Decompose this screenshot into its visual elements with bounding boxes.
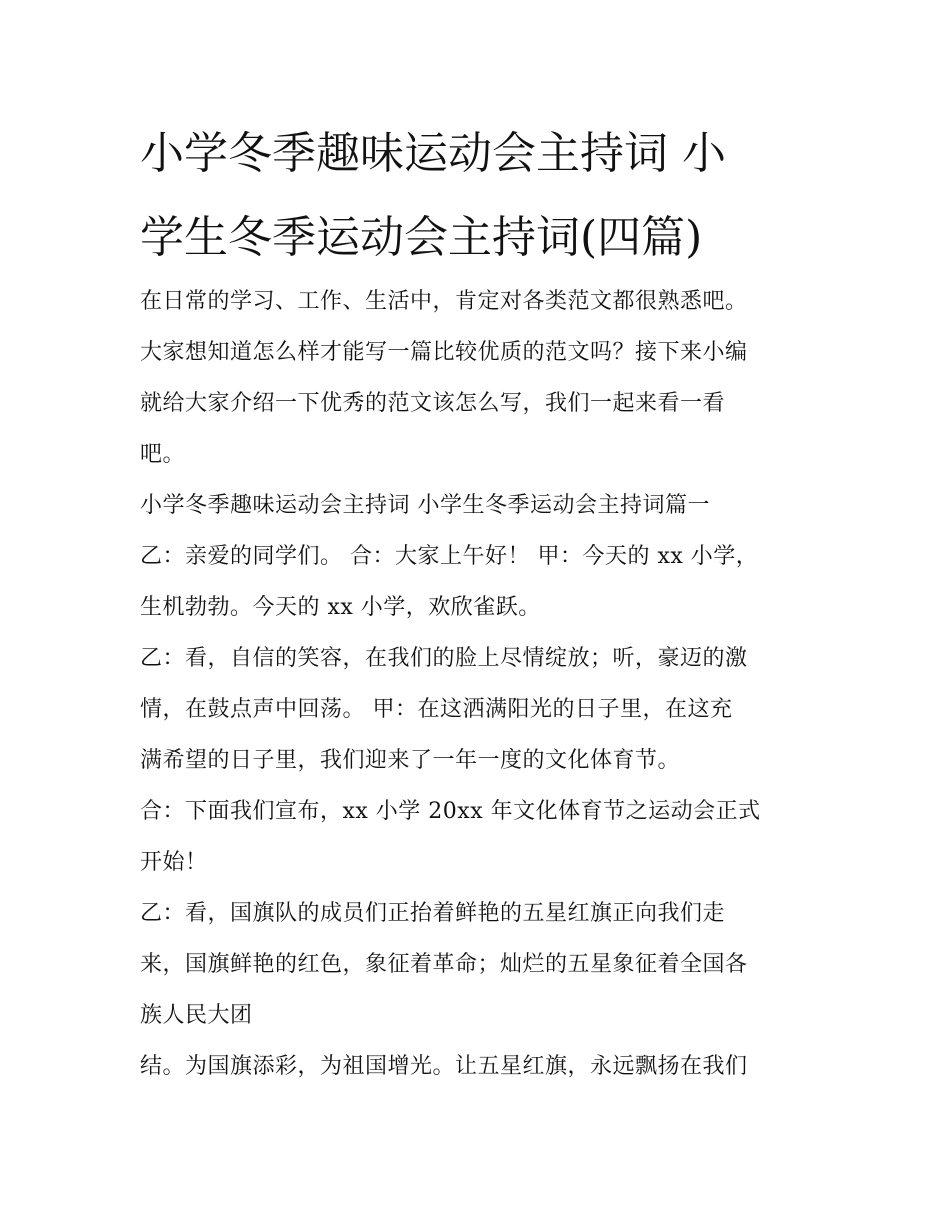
body-line: 族人民大团 (140, 1003, 253, 1028)
body-line: 乙：看，国旗队的成员们正抬着鲜艳的五星红旗正向我们走 (140, 901, 726, 926)
title-line: 学生冬季运动会主持词(四篇) (140, 212, 703, 263)
document-title (140, 112, 830, 280)
body-line: 就给大家介绍一下优秀的范文该怎么写，我们一起来看一看 (140, 391, 726, 416)
body-line: 在日常的学习、工作、生活中，肯定对各类范文都很熟悉吧。 (140, 289, 748, 314)
body-line: 乙：亲爱的同学们。 合：大家上午好！ 甲：今天的 xx 小学， (140, 544, 759, 569)
body-line: 生机勃勃。今天的 xx 小学，欢欣雀跃。 (140, 595, 541, 620)
title-line: 小学冬季趣味运动会主持词 小 (140, 128, 726, 179)
body-line: 乙：看，自信的笑容，在我们的脸上尽情绽放；听，豪迈的激 (140, 646, 748, 671)
document-body (140, 276, 830, 1092)
body-line: 合：下面我们宣布，xx 小学 20xx 年文化体育节之运动会正式 (140, 799, 761, 824)
body-line: 满希望的日子里，我们迎来了一年一度的文化体育节。 (140, 748, 681, 773)
body-line: 情，在鼓点声中回荡。 甲：在这洒满阳光的日子里，在这充 (140, 697, 733, 722)
body-line: 来，国旗鲜艳的红色，象征着革命；灿烂的五星象征着全国各 (140, 952, 748, 977)
body-line: 大家想知道怎么样才能写一篇比较优质的范文吗？接下来小编 (140, 340, 748, 365)
body-line: 结。为国旗添彩，为祖国增光。让五星红旗，永远飘扬在我们 (140, 1054, 748, 1079)
body-line: 小学冬季趣味运动会主持词 小学生冬季运动会主持词篇一 (140, 493, 710, 518)
body-line: 开始！ (140, 850, 208, 875)
body-line: 吧。 (140, 442, 186, 467)
